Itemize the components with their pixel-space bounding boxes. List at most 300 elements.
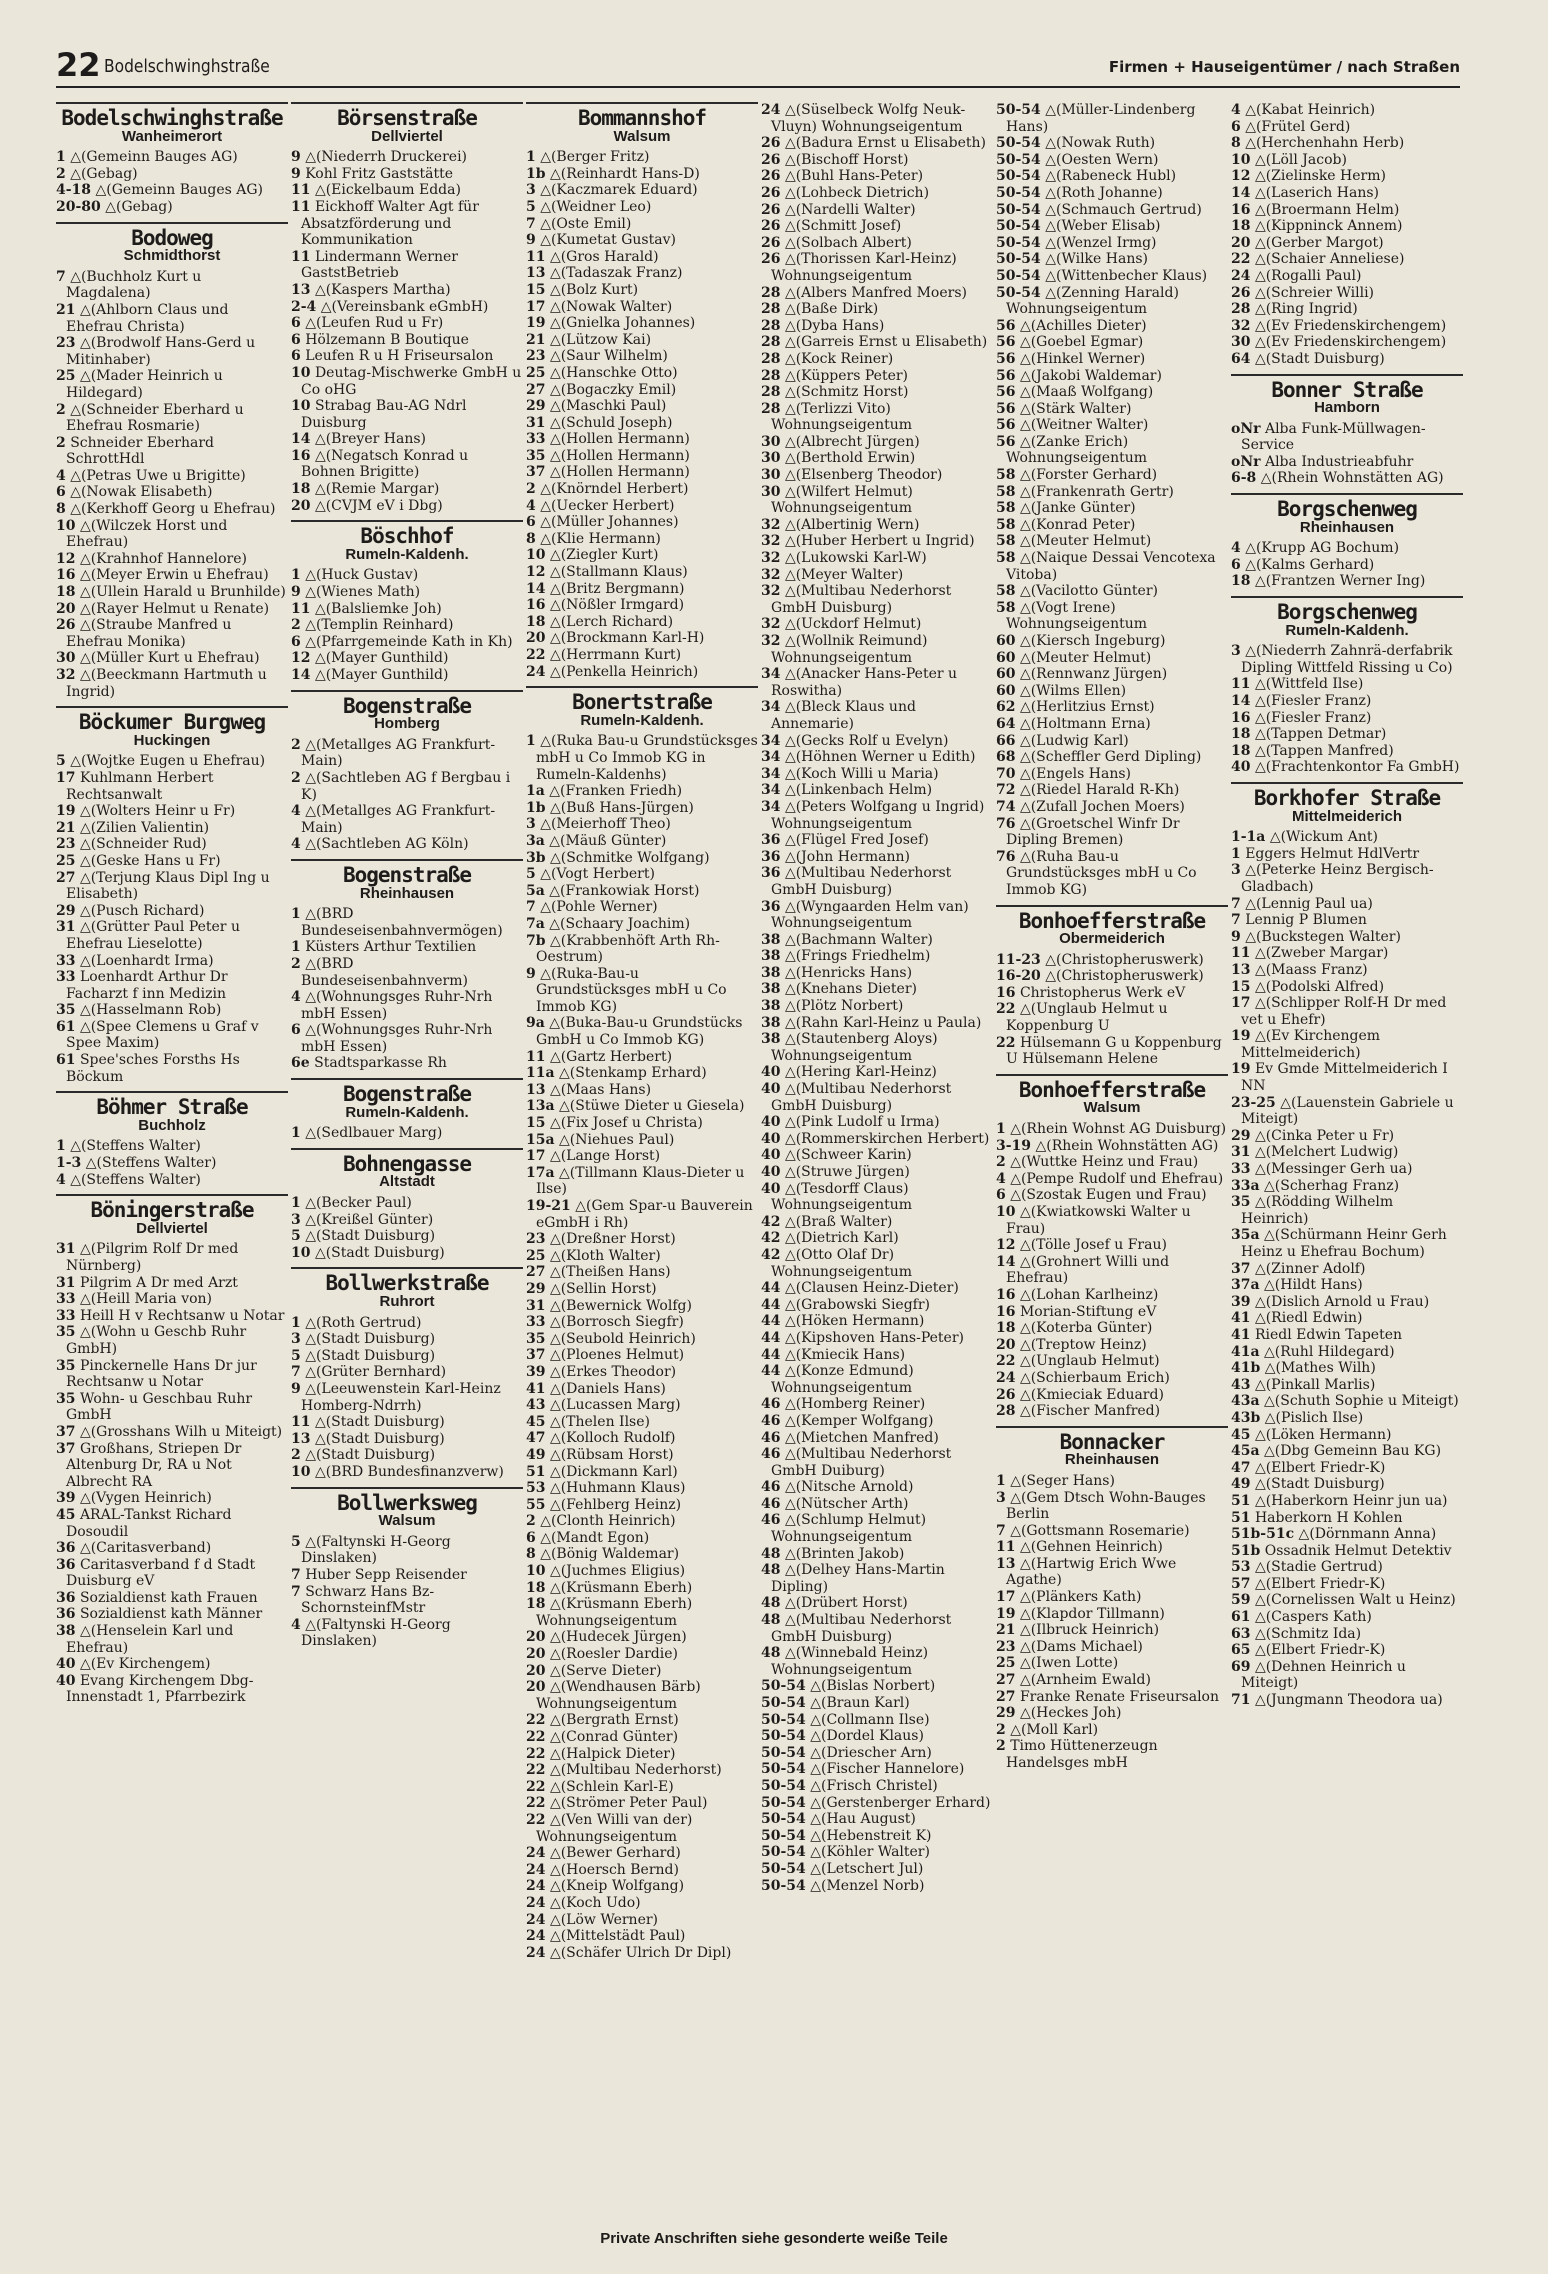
list-item	[761, 1595, 993, 1612]
house-number: 50-54	[761, 1777, 806, 1794]
list-item	[526, 1878, 758, 1895]
list-item	[526, 966, 758, 1016]
list-item	[526, 1762, 758, 1779]
list-item	[56, 1019, 288, 1052]
list-item	[526, 1912, 758, 1929]
list-item	[996, 782, 1228, 799]
street-title: Bogenstraße	[291, 859, 523, 886]
district-name: Rumeln-Kaldenh.	[580, 711, 704, 729]
list-item	[761, 135, 993, 152]
owner-text: △(Müller-Lindenberg Hans)	[1006, 102, 1196, 135]
list-item	[291, 906, 523, 939]
owner-text: △(Groetschel Winfr Dr Dipling Bremen)	[1006, 815, 1180, 849]
owner-text: △(Gros Harald)	[549, 248, 659, 265]
house-number: 41	[526, 1380, 546, 1397]
house-number: 14	[1231, 184, 1251, 201]
house-number: 40	[1231, 759, 1251, 776]
owner-text: △(Zilien Valientin)	[79, 819, 210, 836]
house-number: 32	[761, 550, 781, 567]
house-number: 1	[291, 1314, 301, 1331]
house-number: 47	[526, 1430, 546, 1447]
list-item	[291, 448, 523, 481]
list-item	[1231, 318, 1463, 335]
list-item	[1231, 995, 1463, 1028]
owner-text: △(Menzel Norb)	[810, 1877, 925, 1894]
list-item	[996, 533, 1228, 550]
house-number: 22	[526, 1778, 546, 1795]
house-number: 36	[56, 1606, 76, 1623]
house-number: 50-54	[761, 1761, 806, 1778]
house-number: 56	[996, 350, 1016, 367]
house-number: 23	[526, 348, 546, 365]
house-number: 31	[526, 414, 546, 431]
house-number: 37	[526, 1347, 546, 1364]
list-item	[526, 182, 758, 199]
list-item	[56, 368, 288, 401]
house-number: 1	[1231, 845, 1241, 862]
list-item	[291, 1447, 523, 1464]
list-item	[996, 152, 1228, 169]
owner-text: △(Nowak Elisabeth)	[70, 484, 213, 501]
house-number: 61	[56, 1052, 76, 1069]
house-number: 50-54	[761, 1794, 806, 1811]
owner-text: △(Kerkhoff Georg u Ehefrau)	[70, 501, 276, 518]
list-item	[1231, 912, 1463, 929]
house-number: 22	[1231, 251, 1251, 268]
house-number: 39	[56, 1490, 76, 1507]
street-title: Bonnacker	[996, 1426, 1228, 1453]
owner-text: △(Knörndel Herbert)	[540, 481, 689, 498]
street-block	[526, 686, 758, 1961]
house-number: 11	[291, 1414, 311, 1431]
list-item	[996, 1138, 1228, 1155]
house-number: 40	[56, 1656, 76, 1673]
owner-text: △(Dordel Klaus)	[810, 1728, 924, 1745]
list-item	[1231, 1277, 1463, 1294]
house-number: 4	[526, 497, 536, 514]
list-item	[526, 1563, 758, 1580]
owner-text: △(Pusch Richard)	[79, 902, 205, 919]
owner-text: △(Brodwolf Hans-Gerd u Mitinhaber)	[66, 335, 256, 368]
list-item	[1231, 557, 1463, 574]
list-item	[761, 633, 993, 666]
house-number: 7	[291, 1364, 301, 1381]
list-item	[996, 583, 1228, 600]
list-item	[761, 550, 993, 567]
house-number: 6	[291, 331, 301, 348]
owner-text: △(Ziegler Kurt)	[549, 547, 659, 564]
house-number: 7	[56, 268, 66, 285]
street-block	[291, 859, 523, 1072]
list-item	[526, 282, 758, 299]
list-item	[526, 1513, 758, 1530]
house-number: 20	[1231, 234, 1251, 251]
house-number: 26	[761, 234, 781, 251]
house-number: 44	[761, 1329, 781, 1346]
list-item	[291, 770, 523, 803]
list-item	[526, 514, 758, 531]
owner-text: △(Grosshans Wilh u Miteigt)	[79, 1423, 283, 1440]
owner-text: △(Nütscher Arth)	[784, 1495, 909, 1512]
owner-text: △(Oste Emil)	[540, 215, 632, 232]
house-number: 10	[291, 364, 311, 381]
owner-text: △(Tappen Manfred)	[1254, 742, 1394, 759]
house-number: 46	[761, 1412, 781, 1429]
house-number: 38	[761, 1014, 781, 1031]
list-item	[56, 199, 288, 216]
list-item	[526, 1015, 758, 1048]
list-item	[56, 1623, 288, 1656]
list-item	[761, 484, 993, 517]
owner-text: △(Krahnhof Hannelore)	[79, 550, 247, 567]
owner-text: △(Jungmann Theodora ua)	[1254, 1692, 1443, 1709]
house-number: 34	[761, 765, 781, 782]
list-item	[526, 1248, 758, 1265]
list-item	[526, 733, 758, 783]
house-number: 24	[1231, 267, 1251, 284]
street-title: Bonhoefferstraße	[996, 905, 1228, 932]
list-item	[761, 1844, 993, 1861]
owner-text: △(Breyer Hans)	[314, 431, 426, 448]
owner-text: △(Szostak Eugen und Frau)	[1010, 1187, 1207, 1204]
owner-text: Alba Industrieabfuhr	[1264, 453, 1414, 470]
district-name: Wanheimerort	[121, 127, 223, 145]
house-number: 23	[526, 1231, 546, 1248]
house-number: 41	[1231, 1310, 1251, 1327]
list-item	[996, 401, 1228, 418]
house-number: 10	[1231, 151, 1251, 168]
owner-text: △(Ring Ingrid)	[1254, 301, 1358, 318]
house-number: 18	[1231, 742, 1251, 759]
owner-text: △(Struwe Jürgen)	[784, 1164, 910, 1180]
house-number: 11	[291, 182, 311, 199]
list-item	[526, 398, 758, 415]
house-number: 70	[996, 765, 1016, 782]
house-number: 32	[761, 583, 781, 600]
house-number: 7	[526, 215, 536, 232]
owner-text: △(Becker Paul)	[305, 1195, 412, 1212]
list-item	[526, 481, 758, 498]
owner-text: △(BRD Bundesfinanzverw)	[314, 1463, 504, 1480]
owner-text: △(Ludwig Karl)	[1019, 732, 1129, 749]
owner-text: △(Pilgrim Rolf Dr med Nürnberg)	[66, 1241, 239, 1274]
street-title: Bollwerksweg	[291, 1487, 523, 1514]
street-block	[761, 102, 993, 1894]
list-item	[56, 1358, 288, 1391]
list-item	[56, 1424, 288, 1441]
list-item	[1231, 202, 1463, 219]
house-number: 1a	[526, 783, 545, 800]
owner-text: △(Sachtleben AG Köln)	[305, 836, 469, 853]
owner-text: △(Stadt Duisburg)	[314, 1430, 445, 1447]
list-item	[526, 431, 758, 448]
owner-text: △(Solbach Albert)	[784, 234, 912, 251]
house-number: 30	[761, 433, 781, 450]
owner-text: △(Gecks Rolf u Evelyn)	[784, 732, 949, 749]
street-title: Bonner Straße	[1231, 374, 1463, 401]
owner-text: ARAL-Tankst Richard Dosoudil	[66, 1506, 232, 1540]
list-item	[761, 1347, 993, 1364]
house-number: 17a	[526, 1164, 555, 1181]
house-number: 45a	[1231, 1443, 1260, 1460]
owner-text: △(Wohn u Geschb Ruhr GmbH)	[66, 1324, 247, 1357]
house-number: 33	[56, 1291, 76, 1308]
house-number: 45	[1231, 1426, 1251, 1443]
house-number: 4	[291, 989, 301, 1006]
house-number: 9	[291, 165, 301, 182]
owner-text: △(Hildt Hans)	[1264, 1277, 1363, 1294]
house-number: 40	[761, 1064, 781, 1081]
owner-text: △(Elsenberg Theodor)	[784, 467, 943, 484]
house-number: 35	[526, 1330, 546, 1347]
house-number: 25	[996, 1655, 1016, 1672]
owner-text: △(Stadt Duisburg)	[1254, 350, 1385, 367]
house-number: 1	[291, 939, 301, 956]
owner-text: △(Wohnungsges Ruhr-Nrh mbH Essen)	[301, 1022, 493, 1055]
list-item	[56, 1391, 288, 1424]
house-number: 40	[761, 1147, 781, 1164]
list-item	[996, 1639, 1228, 1656]
house-number: 21	[56, 301, 76, 318]
owner-text: △(Gerstenberger Erhard)	[810, 1794, 991, 1811]
house-number: 10	[526, 1563, 546, 1580]
list-item	[761, 1413, 993, 1430]
house-number: 2	[526, 1513, 536, 1530]
list-item	[761, 1546, 993, 1563]
house-number: 36	[56, 1540, 76, 1557]
list-item	[291, 1212, 523, 1229]
owner-text: △(Gebag)	[105, 198, 173, 215]
list-item	[526, 1646, 758, 1663]
house-number: 8	[56, 501, 66, 518]
owner-text: △(Mayer Gunthild)	[314, 650, 449, 667]
list-item	[761, 1181, 993, 1214]
owner-text: △(Hollen Hermann)	[549, 431, 690, 448]
owner-text: △(Meyer Erwin u Ehefrau)	[79, 567, 269, 584]
list-item	[526, 365, 758, 382]
list-item	[56, 903, 288, 920]
house-number: 40	[761, 1114, 781, 1131]
house-number: 35a	[1231, 1227, 1260, 1244]
house-number: 14	[291, 667, 311, 683]
list-item	[761, 1612, 993, 1645]
list-item	[526, 382, 758, 399]
district-name: Homberg	[374, 715, 440, 733]
owner-text: △(Sellin Horst)	[549, 1280, 657, 1297]
owner-text: △(Gerber Margot)	[1254, 234, 1384, 251]
district-name: Rheinhausen	[1064, 1451, 1160, 1469]
list-item	[761, 1064, 993, 1081]
owner-text: △(Broermann Helm)	[1254, 201, 1400, 218]
owner-text: △(Multibau Nederhorst GmbH Duisburg)	[771, 1081, 952, 1114]
house-number: 36	[761, 848, 781, 865]
house-number: 56	[996, 367, 1016, 384]
house-number: 41	[1231, 1326, 1251, 1343]
owner-text: △(Gehnen Heinrich)	[1019, 1539, 1163, 1556]
list-item	[291, 299, 523, 316]
list-item	[761, 1147, 993, 1164]
running-head-street: Bodelschwinghstraße	[104, 56, 270, 77]
house-number: 56	[996, 417, 1016, 434]
owner-text: △(Dörnmann Anna)	[1298, 1526, 1437, 1543]
owner-text: △(Ilbruck Heinrich)	[1019, 1622, 1160, 1639]
owner-text: △(Meyer Walter)	[784, 566, 904, 583]
owner-text: △(Braß Walter)	[784, 1213, 893, 1230]
house-number: 15a	[526, 1131, 555, 1148]
list-item	[56, 435, 288, 468]
owner-text: △(Dreßner Horst)	[549, 1231, 676, 1248]
owner-text: △(Zanke Erich) Wohnungseigentum	[1006, 433, 1148, 467]
list-item	[56, 1172, 288, 1189]
list-item	[761, 235, 993, 252]
house-number: 56	[996, 317, 1016, 334]
owner-text: △(Wittenbecher Klaus)	[1045, 267, 1208, 284]
owner-text: △(Gebag)	[70, 165, 138, 182]
house-number: 61	[1231, 1609, 1251, 1626]
house-number: 10	[291, 1463, 311, 1480]
owner-text: △(Albertinig Wern)	[784, 516, 920, 533]
list-item	[1231, 218, 1463, 235]
house-number: 26	[996, 1386, 1016, 1403]
owner-text: △(Höhnen Werner u Edith)	[784, 749, 976, 766]
owner-text: △(Rahn Karl-Heinz u Paula)	[784, 1014, 982, 1031]
list-item	[996, 1001, 1228, 1034]
owner-text: △(Wohnungsges Ruhr-Nrh mbH Essen)	[301, 989, 493, 1022]
owner-text: Küsters Arthur Textilien	[305, 939, 477, 956]
owner-text: Caritasverband f d Stadt Duisburg eV	[66, 1556, 256, 1590]
list-item	[996, 235, 1228, 252]
house-number: 50-54	[996, 284, 1041, 301]
house-number: 34	[761, 798, 781, 815]
owner-text: △(Bolz Kurt)	[549, 281, 639, 298]
street-title: Bohnengasse	[291, 1148, 523, 1175]
owner-text: △(Multibau Nederhorst GmbH Duisburg)	[771, 583, 952, 616]
house-number: 66	[996, 732, 1016, 749]
house-number: 35	[1231, 1194, 1251, 1211]
owner-text: △(Kaczmarek Eduard)	[540, 182, 698, 199]
list-item	[1231, 743, 1463, 760]
house-number: 74	[996, 798, 1016, 815]
house-number: 35	[526, 447, 546, 464]
house-number: 30	[761, 467, 781, 484]
list-item	[56, 667, 288, 700]
list-item	[996, 268, 1228, 285]
list-item	[996, 1370, 1228, 1387]
owner-text: △(Koch Udo)	[549, 1894, 641, 1911]
list-item	[761, 1313, 993, 1330]
owner-text: △(Caritasverband)	[79, 1540, 212, 1557]
list-item	[761, 301, 993, 318]
house-number: 50-54	[761, 1744, 806, 1761]
list-item	[526, 1115, 758, 1132]
owner-text: △(Lukowski Karl-W)	[784, 550, 927, 567]
owner-text: △(Collmann Ilse)	[810, 1711, 930, 1728]
list-item	[526, 464, 758, 481]
house-number: 23	[56, 836, 76, 853]
house-number: 9	[291, 1380, 301, 1397]
house-number: 6	[996, 1187, 1006, 1204]
owner-text: △(Küppers Peter)	[784, 367, 909, 384]
house-number: 39	[1231, 1293, 1251, 1310]
list-item	[56, 953, 288, 970]
owner-text: △(Maschki Paul)	[549, 398, 667, 415]
district-name: Rumeln-Kaldenh.	[345, 545, 469, 563]
house-number: 3b	[526, 849, 546, 866]
list-item	[56, 1155, 288, 1172]
list-item	[761, 1031, 993, 1064]
house-number: 26	[56, 617, 76, 634]
house-number: 58	[996, 583, 1016, 600]
list-item	[761, 185, 993, 202]
house-number: 1	[526, 733, 536, 750]
street-title: Bodoweg	[56, 222, 288, 249]
owner-text: △(Schreier Willi)	[1254, 284, 1375, 301]
list-item	[526, 299, 758, 316]
list-item	[56, 402, 288, 435]
house-number: 28	[761, 301, 781, 318]
owner-text: △(Huber Herbert u Ingrid)	[784, 533, 975, 550]
owner-text: △(Schmauch Gertrud)	[1045, 201, 1202, 218]
owner-text: △(Buchholz Kurt u Magdalena)	[66, 268, 202, 302]
owner-text: △(Herlitzius Ernst)	[1019, 699, 1155, 716]
house-number: 43	[1231, 1376, 1251, 1393]
owner-text: △(Hebenstreit K)	[810, 1827, 932, 1844]
house-number: 50-54	[996, 251, 1041, 268]
owner-text: △(Fiesler Franz)	[1254, 709, 1372, 726]
owner-text: Evang Kirchengem Dbg-Innenstadt 1, Pfarrbezirk	[66, 1672, 254, 1706]
list-item	[291, 398, 523, 431]
owner-text: △(Cinka Peter u Fr)	[1254, 1127, 1395, 1144]
house-number: 12	[56, 550, 76, 567]
list-item	[56, 919, 288, 952]
list-item	[996, 168, 1228, 185]
owner-text: △(Gnielka Johannes)	[549, 315, 696, 332]
owner-text: △(Schneider Rud)	[79, 836, 207, 853]
owner-text: Christopherus Werk eV	[1019, 984, 1186, 1001]
owner-text: △(Wenzel Irmg)	[1045, 234, 1157, 251]
list-item	[291, 1584, 523, 1617]
owner-text: △(Uecker Herbert)	[540, 497, 675, 514]
list-item	[1231, 573, 1463, 590]
owner-text: △(Stadie Gertrud)	[1254, 1559, 1383, 1576]
owner-text: Haberkorn H Kohlen	[1254, 1509, 1403, 1526]
house-number: 60	[996, 633, 1016, 649]
house-number: 11	[1231, 945, 1251, 962]
owner-text: △(Braun Karl)	[810, 1695, 910, 1711]
house-number: 68	[996, 749, 1016, 766]
house-number: 32	[761, 633, 781, 649]
list-item	[526, 1464, 758, 1481]
owner-text: △(Penkella Heinrich)	[549, 663, 699, 680]
house-number: 11	[526, 248, 546, 265]
list-item	[291, 989, 523, 1022]
house-number: 26	[761, 135, 781, 152]
list-item	[291, 567, 523, 584]
owner-text: △(Schlump Helmut) Wohnungseigentum	[771, 1512, 927, 1546]
list-item	[526, 1746, 758, 1763]
house-number: 6-8	[1231, 470, 1257, 487]
list-item	[526, 1165, 758, 1198]
owner-text: △(Stallmann Klaus)	[549, 564, 688, 581]
page-header	[56, 46, 1460, 88]
house-number: 7	[291, 1583, 301, 1600]
list-item	[56, 1002, 288, 1019]
street-title: Borkhofer Straße	[1231, 782, 1463, 809]
list-item	[1231, 1410, 1463, 1427]
owner-text: △(Mäuß Günter)	[549, 832, 667, 849]
list-item	[996, 1171, 1228, 1188]
owner-text: △(Höken Hermann)	[784, 1313, 925, 1330]
